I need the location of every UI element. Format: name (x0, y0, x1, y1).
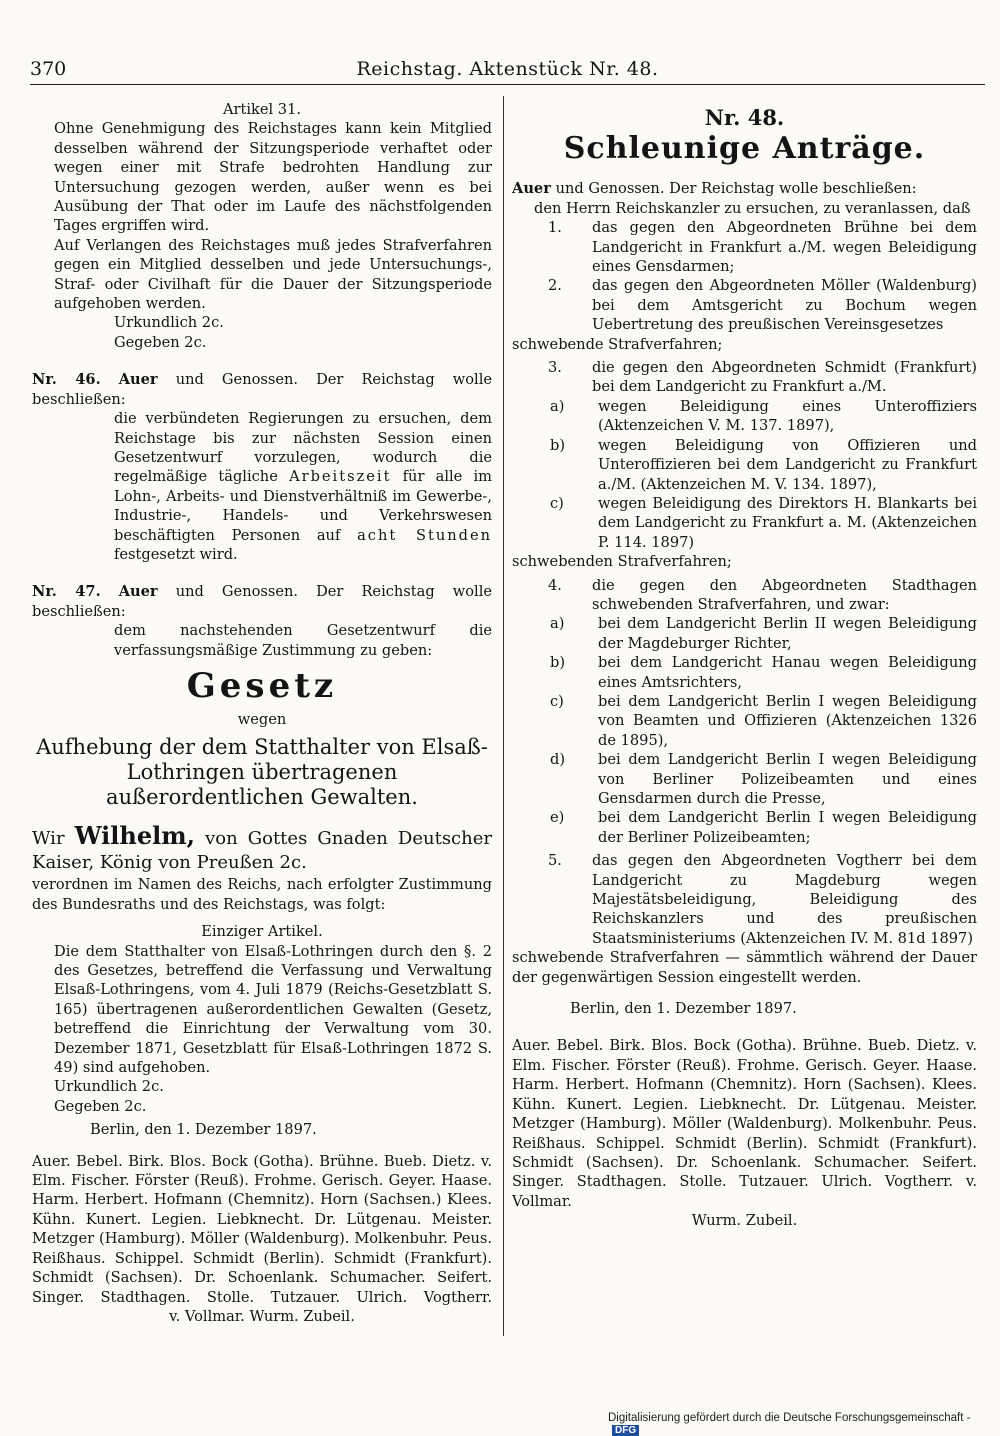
enacting-formula-heading: Wir Wilhelm, von Gottes Gnaden Deutscher Kaiser, König von Preußen 2c. (32, 821, 492, 874)
dfg-logo: DFG (612, 1425, 639, 1436)
gegeben-line-2: Gegeben 2c. (54, 1097, 147, 1115)
motion-48-mover: Auer (512, 180, 551, 198)
single-article-heading: Einziger Artikel. (201, 923, 323, 941)
motion-48-closing: schwebende Strafverfahren — sämmtlich während der Dauer der gegenwärtigen Session eingestellt werden. (512, 949, 977, 986)
motion-47-signatories (32, 1152, 492, 1327)
article-31-paragraph-1: Ohne Genehmigung des Reichstages kann kein Mitglied desselben während der Sitzungsperiode verhaftet oder wegen einer mit Strafe bedrohten Handlung zur Untersuchung gezogen werden, außer wenn es bei Ausübung der That oder im Laufe des nächstfolgenden Tages ergriffen wird. (54, 120, 492, 235)
motion-48-item-3-subitems (512, 397, 977, 552)
motion-48-item-2: 2. das gegen den Abgeordneten Möller (Waldenburg) bei dem Amtsgericht zu Bochum wegen Uebertretung des preußischen Vereinsgesetzes (548, 277, 977, 334)
law-wegen: wegen (237, 710, 287, 728)
right-column (512, 100, 977, 1231)
law-subject: Aufhebung der dem Statthalter von Elsaß-Lothringen übertragenen außerordentlichen Gewalten. (36, 735, 488, 810)
list-item: a) wegen Beleidigung eines Unteroffiziers (Aktenzeichen V. M. 137. 1897), (550, 397, 977, 435)
article-31-paragraph-2: Auf Verlangen des Reichstages muß jedes Strafverfahren gegen ein Mitglied desselben und jede Untersuchungs-, Straf- oder Civilhaft für die Dauer der Sitzungsperiode aufgehoben werden. (54, 236, 492, 313)
motion-46-body: die verbündeten Regierungen zu ersuchen, dem Reichstage bis zur nächsten Session einen Gesetzentwurf vorzulegen, wodurch die regelmäßige tägliche Arbeitszeit für alle im Lohn-, Arbeits- und Dienstverhältniß im Gewerbe-, Industrie-, Handels- und Verkehrswesen beschäftigten Personen auf acht Stunden festgesetzt wird. (114, 410, 493, 563)
article-31-heading: Artikel 31. (222, 101, 302, 118)
signatories-list: Auer. Bebel. Birk. Blos. Bock (Gotha). Brühne. Bueb. Dietz. v. Elm. Fischer. Förster (Reuß). Frohme. Gerisch. Geyer. Haase. Harm. Herbert. Hofmann (Chemnitz). Horn (Sachsen). Klees. Kühn. Kunert. Legien. Liebknecht. Dr. Lütgenau. Meister. Metzger (Hamburg). Möller (Waldenburg). Molkenbuhr. Peus. Reißhaus. Schippel. Schmidt (Berlin). Schmidt (Frankfurt). Schmidt (Sachsen). Dr. Schoenlank. Schumacher. Seifert. Singer. Stadthagen. Stolle. Tutzauer. Ulrich. Vogtherr. v. Vollmar. (512, 1037, 977, 1210)
emperor-name: Wilhelm, (74, 821, 195, 851)
motion-48-item-4-subitems (512, 614, 977, 847)
digitization-credit (608, 1412, 1000, 1436)
column-divider (503, 96, 504, 1336)
header-rule (30, 84, 985, 85)
signatories-last-line: v. Vollmar. Wurm. Zubeil. (169, 1307, 355, 1325)
single-article-body: Die dem Statthalter von Elsaß-Lothringen durch den §. 2 des Gesetzes, betreffend die Verfassung und Verwaltung Elsaß-Lothringens, vom 4. Juli 1879 (Reichs-Gesetzblatt S. 165) übertragenen außerordentlichen Gewalten (Gesetz, betreffend die Einrichtung der Verwaltung vom 30. Dezember 1871, Gesetzblatt für Elsaß-Lothringen 1872 S. 49) sind aufgehoben. (54, 942, 492, 1077)
motion-48-number: Nr. 48. (704, 105, 785, 130)
motion-46-emphasis-arbeitszeit: Arbeitszeit (289, 468, 392, 486)
list-item: d) bei dem Landgericht Berlin I wegen Beleidigung von Berliner Polizeibeamten und eines Gensdarmen durch die Presse, (550, 751, 977, 807)
motion-48-date: Berlin, den 1. Dezember 1897. (570, 1000, 797, 1018)
page-header (30, 56, 985, 86)
left-column (32, 100, 492, 1326)
motion-46-emphasis-stunden: acht Stunden (357, 526, 492, 544)
motion-47-date: Berlin, den 1. Dezember 1897. (90, 1121, 317, 1139)
motion-47-mover: Auer (118, 583, 158, 601)
motion-47-lead: und Genossen. Der Reichstag wolle beschließen: (32, 583, 493, 620)
list-item: c) bei dem Landgericht Berlin I wegen Beleidigung von Beamten und Offizieren (Aktenzeichen 1326 de 1895), (550, 692, 977, 749)
list-item: b) bei dem Landgericht Hanau wegen Beleidigung eines Amtsrichters, (550, 654, 977, 691)
law-title: Gesetz (186, 665, 338, 706)
list-item: a) bei dem Landgericht Berlin II wegen Beleidigung der Magdeburger Richter, (550, 615, 977, 652)
motion-48-item-5: 5. das gegen den Abgeordneten Vogtherr bei dem Landgericht zu Magdeburg wegen Majestätsbeleidigung, Beleidigung des Reichskanzlers und des preußischen Staatsministeriums (Aktenzeichen IV. M. 81d 1897) (548, 852, 977, 947)
motion-46-number: Nr. 46. (32, 371, 101, 389)
urkundlich-line: Urkundlich 2c. (114, 314, 224, 332)
motion-48-item-3: 3. die gegen den Abgeordneten Schmidt (Frankfurt) bei dem Landgericht zu Frankfurt a./M. (548, 359, 977, 396)
schwebende-line-2: schwebenden Strafverfahren; (512, 553, 732, 571)
gegeben-line: Gegeben 2c. (114, 333, 207, 351)
list-item: b) wegen Beleidigung von Offizieren und Unteroffizieren bei dem Landgericht zu Frankfurt a./M. (Aktenzeichen M. V. 134. 1897), (550, 436, 977, 493)
motion-48-item-1: 1. das gegen den Abgeordneten Brühne bei dem Landgericht in Frankfurt a./M. wegen Beleidigung eines Gensdarmen; (548, 219, 977, 276)
motion-48-item-4: 4. die gegen den Abgeordneten Stadthagen schwebenden Strafverfahren, und zwar: (548, 576, 977, 613)
motion-48-signatories (512, 1036, 977, 1230)
credit-text: Digitalisierung gefördert durch die Deutsche Forschungsgemeinschaft - (608, 1412, 971, 1424)
list-item: e) bei dem Landgericht Berlin I wegen Beleidigung der Berliner Polizeibeamten; (550, 809, 977, 846)
motion-46-lead: und Genossen. Der Reichstag wolle beschließen: (32, 371, 493, 408)
motion-48-title: Schleunige Anträge. (563, 131, 926, 167)
motion-47 (32, 582, 492, 621)
motion-47-number: Nr. 47. (32, 583, 101, 601)
schwebende-line-1: schwebende Strafverfahren; (512, 335, 723, 353)
motion-47-body: dem nachstehenden Gesetzentwurf die verfassungsmäßige Zustimmung zu geben: (114, 622, 492, 659)
page-number: 370 (30, 58, 67, 80)
motion-48-intro: den Herrn Reichskanzler zu ersuchen, zu veranlassen, daß (534, 199, 971, 217)
running-title: Reichstag. Aktenstück Nr. 48. (356, 58, 659, 80)
motion-48-lead: Auer und Genossen. Der Reichstag wolle beschließen: (512, 180, 917, 198)
signatories-last-line: Wurm. Zubeil. (691, 1212, 798, 1230)
urkundlich-line-2: Urkundlich 2c. (54, 1078, 164, 1096)
enacting-formula-body: verordnen im Namen des Reichs, nach erfolgter Zustimmung des Bundesraths und des Reichstags, was folgt: (32, 876, 492, 913)
motion-46 (32, 370, 492, 409)
list-item: c) wegen Beleidigung des Direktors H. Blankarts bei dem Landgericht zu Frankfurt a. M. (Aktenzeichen P. 114. 1897) (550, 494, 977, 551)
signatories-list: Auer. Bebel. Birk. Blos. Bock (Gotha). Brühne. Bueb. Dietz. v. Elm. Fischer. Förster (Reuß). Frohme. Gerisch. Geyer. Haase. Harm. Herbert. Hofmann (Chemnitz). Horn (Sachsen.) Klees. Kühn. Kunert. Legien. Liebknecht. Dr. Lütgenau. Meister. Metzger (Hamburg). Möller (Waldenburg). Molkenbuhr. Peus. Reißhaus. Schippel. Schmidt (Berlin). Schmidt (Frankfurt). Schmidt (Sachsen). Dr. Schoenlank. Schumacher. Seifert. Singer. Stadthagen. Stolle. Tutzauer. Ulrich. Vogtherr. (32, 1152, 492, 1306)
motion-46-mover: Auer (118, 371, 158, 389)
